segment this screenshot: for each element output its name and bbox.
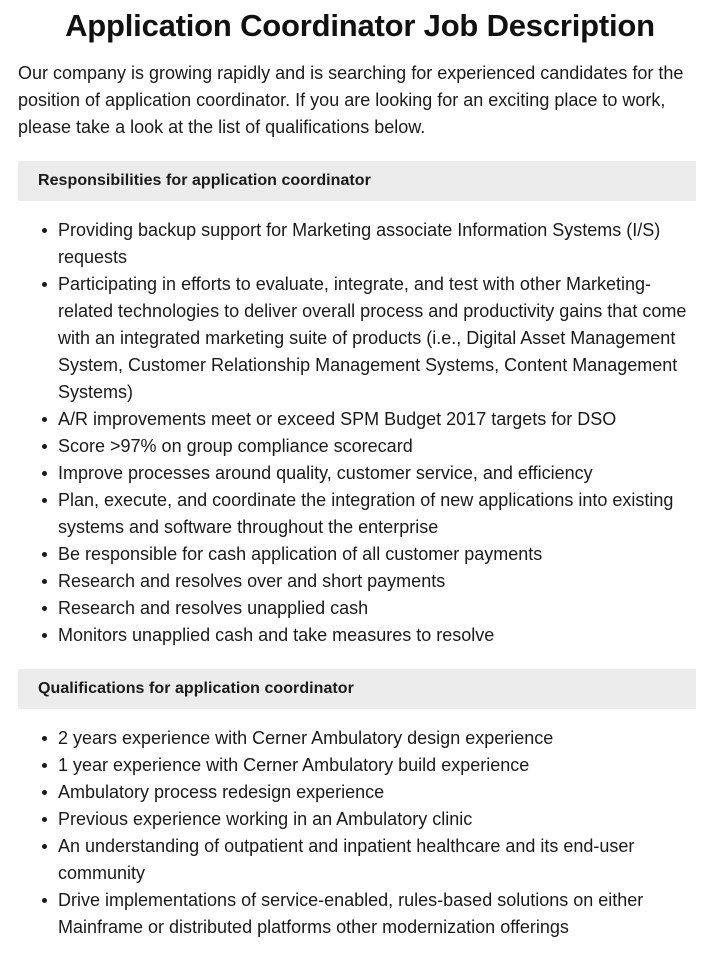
responsibilities-section xyxy=(0,161,720,649)
qualifications-heading-text: Qualifications for application coordinator xyxy=(38,680,354,697)
list-item-text: An understanding of outpatient and inpatient healthcare and its end-user community xyxy=(58,836,635,883)
list-item xyxy=(0,217,698,271)
bullet-icon xyxy=(42,471,47,476)
list-item xyxy=(0,541,698,568)
bullet-icon xyxy=(42,790,47,795)
list-item xyxy=(0,622,698,649)
bullet-icon xyxy=(42,736,47,741)
list-item-text: 2 years experience with Cerner Ambulatory design experience xyxy=(58,728,554,748)
list-item-text: Ambulatory process redesign experience xyxy=(58,782,385,802)
list-item xyxy=(0,752,698,779)
responsibilities-heading-text: Responsibilities for application coordinator xyxy=(38,172,371,189)
bullet-icon xyxy=(42,552,47,557)
list-item xyxy=(0,433,698,460)
list-item xyxy=(0,595,698,622)
responsibilities-header xyxy=(18,161,696,201)
list-item-text: Monitors unapplied cash and take measures to resolve xyxy=(58,625,495,645)
bullet-icon xyxy=(42,606,47,611)
list-item-text: Previous experience working in an Ambulatory clinic xyxy=(58,809,473,829)
list-item xyxy=(0,725,698,752)
intro-paragraph: Our company is growing rapidly and is searching for experienced candidates for the position of application coordinator. If you are looking for an exciting place to work, please take a look at the list of qualifications below. xyxy=(18,63,684,137)
list-item-text: Improve processes around quality, customer service, and efficiency xyxy=(58,463,593,483)
list-item-text: A/R improvements meet or exceed SPM Budget 2017 targets for DSO xyxy=(58,409,617,429)
bullet-icon xyxy=(42,282,47,287)
list-item-text: 1 year experience with Cerner Ambulatory build experience xyxy=(58,755,530,775)
list-item-text: Providing backup support for Marketing associate Information Systems (I/S) requests xyxy=(58,220,661,267)
list-item xyxy=(0,487,698,541)
list-item xyxy=(0,568,698,595)
qualifications-section xyxy=(0,669,720,941)
bullet-icon xyxy=(42,817,47,822)
list-item-text: Research and resolves unapplied cash xyxy=(58,598,369,618)
list-item xyxy=(0,406,698,433)
list-item-text: Participating in efforts to evaluate, integrate, and test with other Marketing-related technologies to deliver overall process and productivity gains that come with an integrated marketing suite of products (i.e., Digital Asset Management System, Customer Relationship Management Systems, Content Management Systems) xyxy=(58,274,687,402)
qualifications-list xyxy=(0,725,720,941)
responsibilities-list xyxy=(0,217,720,649)
list-item-text: Be responsible for cash application of all customer payments xyxy=(58,544,543,564)
qualifications-header xyxy=(18,669,696,709)
list-item-text: Plan, execute, and coordinate the integration of new applications into existing systems and software throughout the enterprise xyxy=(58,490,674,537)
list-item xyxy=(0,271,698,406)
bullet-icon xyxy=(42,498,47,503)
bullet-icon xyxy=(42,228,47,233)
bullet-icon xyxy=(42,763,47,768)
list-item-text: Drive implementations of service-enabled, rules-based solutions on either Mainframe or distributed platforms other modernization offerings xyxy=(58,890,644,937)
list-item xyxy=(0,887,698,941)
list-item xyxy=(0,833,698,887)
list-item xyxy=(0,806,698,833)
bullet-icon xyxy=(42,417,47,422)
bullet-icon xyxy=(42,444,47,449)
bullet-icon xyxy=(42,844,47,849)
bullet-icon xyxy=(42,633,47,638)
list-item-text: Score >97% on group compliance scorecard xyxy=(58,436,413,456)
list-item-text: Research and resolves over and short payments xyxy=(58,571,446,591)
bullet-icon xyxy=(42,579,47,584)
page-title: Application Coordinator Job Description xyxy=(65,8,655,43)
list-item xyxy=(0,779,698,806)
bullet-icon xyxy=(42,898,47,903)
list-item xyxy=(0,460,698,487)
